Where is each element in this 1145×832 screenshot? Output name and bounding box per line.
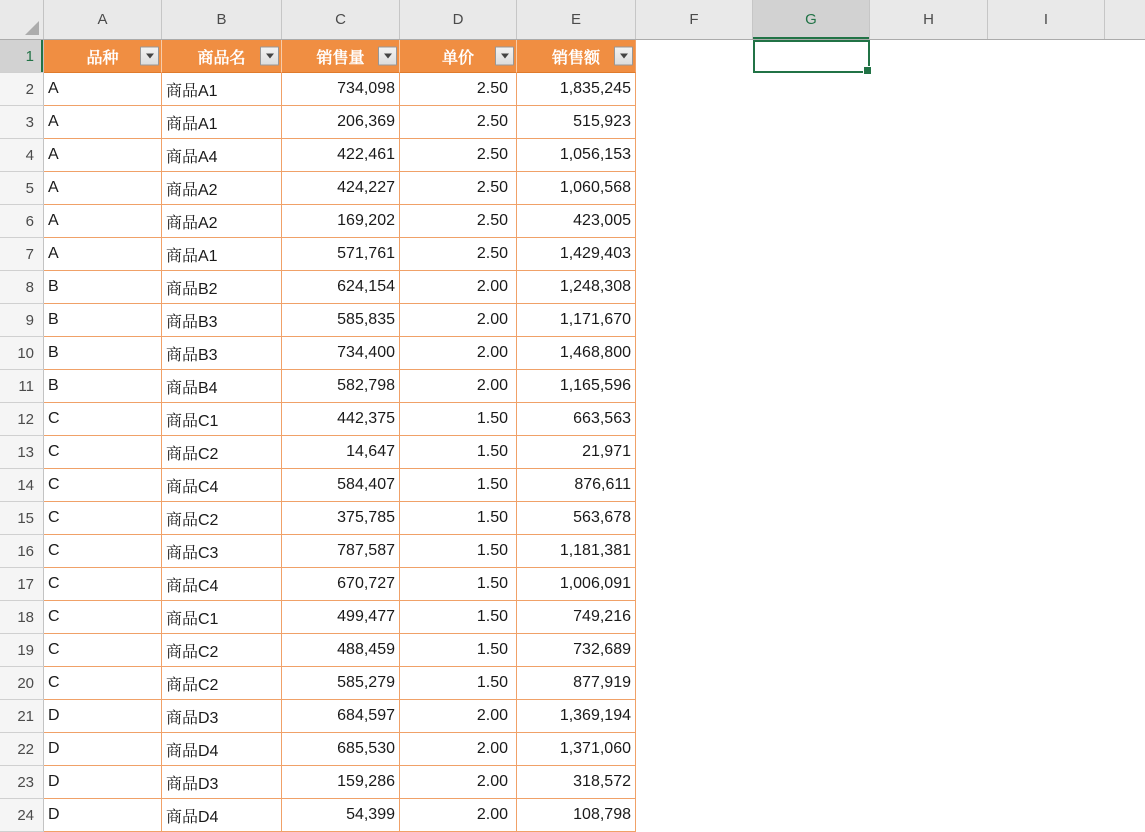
- table-row: [44, 205, 636, 238]
- row-header-9[interactable]: 9: [0, 304, 44, 337]
- cell[interactable]: 1,468,800: [517, 337, 636, 370]
- column-header-G[interactable]: G: [753, 0, 870, 39]
- cell[interactable]: 442,375: [282, 403, 400, 436]
- cell[interactable]: 563,678: [517, 502, 636, 535]
- cell[interactable]: C: [44, 568, 162, 601]
- cell[interactable]: 商品A2: [162, 172, 282, 205]
- cell[interactable]: A: [44, 73, 162, 106]
- cell[interactable]: 584,407: [282, 469, 400, 502]
- table-row: [44, 304, 636, 337]
- row-header-13[interactable]: 13: [0, 436, 44, 469]
- cell[interactable]: D: [44, 700, 162, 733]
- cell[interactable]: 商品C2: [162, 436, 282, 469]
- table-header-cell[interactable]: [162, 40, 282, 73]
- filter-arrow-icon: [620, 54, 628, 59]
- cell[interactable]: C: [44, 436, 162, 469]
- cell[interactable]: 685,530: [282, 733, 400, 766]
- cell[interactable]: 1.50: [400, 436, 517, 469]
- column-header-D[interactable]: D: [400, 0, 517, 39]
- row-header-24[interactable]: 24: [0, 799, 44, 832]
- cell[interactable]: 876,611: [517, 469, 636, 502]
- cell[interactable]: 1.50: [400, 634, 517, 667]
- cell[interactable]: 159,286: [282, 766, 400, 799]
- table-header-label: 销售额: [551, 49, 600, 67]
- row-header-11[interactable]: 11: [0, 370, 44, 403]
- column-header-C[interactable]: C: [282, 0, 400, 39]
- row-header-4[interactable]: 4: [0, 139, 44, 172]
- cell[interactable]: 1.50: [400, 535, 517, 568]
- cell[interactable]: 423,005: [517, 205, 636, 238]
- cell[interactable]: 商品C2: [162, 502, 282, 535]
- cell[interactable]: 375,785: [282, 502, 400, 535]
- cell[interactable]: 499,477: [282, 601, 400, 634]
- cell[interactable]: 商品C2: [162, 634, 282, 667]
- column-header-H[interactable]: H: [870, 0, 988, 39]
- filter-button[interactable]: [140, 47, 159, 66]
- cell[interactable]: 商品B2: [162, 271, 282, 304]
- cell[interactable]: 2.00: [400, 337, 517, 370]
- table-row: [44, 766, 636, 799]
- row-header-14[interactable]: 14: [0, 469, 44, 502]
- cell[interactable]: B: [44, 271, 162, 304]
- data-table: [44, 40, 636, 832]
- fill-handle[interactable]: [863, 66, 872, 75]
- cell[interactable]: A: [44, 238, 162, 271]
- row-headers: [0, 40, 44, 832]
- table-row: [44, 634, 636, 667]
- cell[interactable]: 商品B4: [162, 370, 282, 403]
- cell[interactable]: 2.00: [400, 271, 517, 304]
- cell[interactable]: 商品A4: [162, 139, 282, 172]
- cell[interactable]: 商品C4: [162, 568, 282, 601]
- cell[interactable]: 商品B3: [162, 337, 282, 370]
- cell[interactable]: 商品C4: [162, 469, 282, 502]
- cell[interactable]: 424,227: [282, 172, 400, 205]
- row-header-17[interactable]: 17: [0, 568, 44, 601]
- row-header-18[interactable]: 18: [0, 601, 44, 634]
- table-row: [44, 469, 636, 502]
- cell[interactable]: 1,369,194: [517, 700, 636, 733]
- row-header-7[interactable]: 7: [0, 238, 44, 271]
- table-row: [44, 238, 636, 271]
- column-header-blank: [1105, 0, 1145, 39]
- cell[interactable]: 2.00: [400, 370, 517, 403]
- cell[interactable]: 1.50: [400, 502, 517, 535]
- cell[interactable]: 商品C1: [162, 403, 282, 436]
- filter-button[interactable]: [495, 47, 514, 66]
- table-row: [44, 337, 636, 370]
- cell[interactable]: 422,461: [282, 139, 400, 172]
- table-header-cell[interactable]: [282, 40, 400, 73]
- cell[interactable]: 1,165,596: [517, 370, 636, 403]
- cell[interactable]: B: [44, 304, 162, 337]
- table-row: [44, 568, 636, 601]
- cell[interactable]: 商品D3: [162, 700, 282, 733]
- cell[interactable]: B: [44, 370, 162, 403]
- table-row: [44, 700, 636, 733]
- cell[interactable]: 169,202: [282, 205, 400, 238]
- cell[interactable]: 2.50: [400, 205, 517, 238]
- table-row: [44, 139, 636, 172]
- cell[interactable]: 2.50: [400, 172, 517, 205]
- table-header-cell[interactable]: [44, 40, 162, 73]
- cell[interactable]: 商品A1: [162, 238, 282, 271]
- cell[interactable]: 1.50: [400, 469, 517, 502]
- cell[interactable]: C: [44, 634, 162, 667]
- cell[interactable]: C: [44, 502, 162, 535]
- select-all-corner[interactable]: [0, 0, 44, 39]
- row-header-20[interactable]: 20: [0, 667, 44, 700]
- cell[interactable]: 624,154: [282, 271, 400, 304]
- cell[interactable]: 734,400: [282, 337, 400, 370]
- cell[interactable]: 商品A2: [162, 205, 282, 238]
- cell[interactable]: 1,171,670: [517, 304, 636, 337]
- filter-arrow-icon: [146, 54, 154, 59]
- cell[interactable]: A: [44, 172, 162, 205]
- column-header-E[interactable]: E: [517, 0, 636, 39]
- cell[interactable]: 663,563: [517, 403, 636, 436]
- table-row: [44, 73, 636, 106]
- cell[interactable]: D: [44, 799, 162, 832]
- column-headers: [0, 0, 1145, 40]
- row-header-21[interactable]: 21: [0, 700, 44, 733]
- cell[interactable]: 684,597: [282, 700, 400, 733]
- row-header-8[interactable]: 8: [0, 271, 44, 304]
- filter-button[interactable]: [260, 47, 279, 66]
- filter-arrow-icon: [266, 54, 274, 59]
- cell[interactable]: 54,399: [282, 799, 400, 832]
- table-header-label: 单价: [441, 49, 474, 67]
- row-header-16[interactable]: 16: [0, 535, 44, 568]
- table-header-cell[interactable]: [517, 40, 636, 73]
- cell[interactable]: 1.50: [400, 403, 517, 436]
- cell[interactable]: 582,798: [282, 370, 400, 403]
- cell[interactable]: A: [44, 205, 162, 238]
- cell[interactable]: C: [44, 667, 162, 700]
- column-header-I[interactable]: I: [988, 0, 1105, 39]
- filter-button[interactable]: [614, 47, 633, 66]
- cell[interactable]: 877,919: [517, 667, 636, 700]
- table-header-label: 商品名: [197, 49, 246, 67]
- cell[interactable]: 商品D4: [162, 799, 282, 832]
- cell[interactable]: 商品D3: [162, 766, 282, 799]
- column-header-F[interactable]: F: [636, 0, 753, 39]
- cell[interactable]: 749,216: [517, 601, 636, 634]
- cell[interactable]: 1,835,245: [517, 73, 636, 106]
- table-header-label: 品种: [86, 49, 119, 67]
- cell[interactable]: 2.50: [400, 106, 517, 139]
- column-header-A[interactable]: A: [44, 0, 162, 39]
- cell[interactable]: 1,060,568: [517, 172, 636, 205]
- table-row: [44, 370, 636, 403]
- row-header-23[interactable]: 23: [0, 766, 44, 799]
- cell[interactable]: 1,371,060: [517, 733, 636, 766]
- table-row: [44, 436, 636, 469]
- cell[interactable]: 2.50: [400, 238, 517, 271]
- active-cell-selection: [753, 40, 870, 73]
- cell[interactable]: 1,006,091: [517, 568, 636, 601]
- row-header-12[interactable]: 12: [0, 403, 44, 436]
- table-row: [44, 106, 636, 139]
- cell[interactable]: 商品C3: [162, 535, 282, 568]
- cell[interactable]: 1,248,308: [517, 271, 636, 304]
- cell[interactable]: 21,971: [517, 436, 636, 469]
- cell[interactable]: C: [44, 601, 162, 634]
- cell[interactable]: 1,429,403: [517, 238, 636, 271]
- table-row: [44, 271, 636, 304]
- cell[interactable]: B: [44, 337, 162, 370]
- table-header-row: [44, 40, 636, 73]
- cell[interactable]: 商品D4: [162, 733, 282, 766]
- row-header-10[interactable]: 10: [0, 337, 44, 370]
- cell[interactable]: 585,279: [282, 667, 400, 700]
- cell[interactable]: 商品A1: [162, 106, 282, 139]
- cell[interactable]: 108,798: [517, 799, 636, 832]
- cell[interactable]: A: [44, 139, 162, 172]
- row-header-19[interactable]: 19: [0, 634, 44, 667]
- table-row: [44, 502, 636, 535]
- cell[interactable]: 1.50: [400, 568, 517, 601]
- table-row: [44, 172, 636, 205]
- table-header-label: 销售量: [316, 49, 365, 67]
- cell[interactable]: 2.00: [400, 304, 517, 337]
- cell[interactable]: 585,835: [282, 304, 400, 337]
- cell[interactable]: 14,647: [282, 436, 400, 469]
- cell[interactable]: 2.50: [400, 73, 517, 106]
- row-header-5[interactable]: 5: [0, 172, 44, 205]
- row-header-1[interactable]: 1: [0, 40, 44, 73]
- cell[interactable]: 571,761: [282, 238, 400, 271]
- cell[interactable]: D: [44, 733, 162, 766]
- cell[interactable]: C: [44, 403, 162, 436]
- cell[interactable]: A: [44, 106, 162, 139]
- cell[interactable]: 488,459: [282, 634, 400, 667]
- cell[interactable]: 670,727: [282, 568, 400, 601]
- row-header-2[interactable]: 2: [0, 73, 44, 106]
- select-all-icon: [25, 21, 39, 35]
- table-row: [44, 535, 636, 568]
- filter-button[interactable]: [378, 47, 397, 66]
- cell[interactable]: 2.50: [400, 139, 517, 172]
- table-row: [44, 799, 636, 832]
- cell[interactable]: 318,572: [517, 766, 636, 799]
- table-header-cell[interactable]: [400, 40, 517, 73]
- cell[interactable]: C: [44, 469, 162, 502]
- cell[interactable]: 2.00: [400, 766, 517, 799]
- cell[interactable]: 734,098: [282, 73, 400, 106]
- cell[interactable]: 1,181,381: [517, 535, 636, 568]
- cell[interactable]: 732,689: [517, 634, 636, 667]
- cell[interactable]: C: [44, 535, 162, 568]
- cell[interactable]: 515,923: [517, 106, 636, 139]
- cell[interactable]: 2.00: [400, 799, 517, 832]
- cell[interactable]: 商品B3: [162, 304, 282, 337]
- filter-arrow-icon: [501, 54, 509, 59]
- row-header-22[interactable]: 22: [0, 733, 44, 766]
- row-header-3[interactable]: 3: [0, 106, 44, 139]
- cell[interactable]: 1,056,153: [517, 139, 636, 172]
- cell[interactable]: 商品C1: [162, 601, 282, 634]
- row-header-15[interactable]: 15: [0, 502, 44, 535]
- cell[interactable]: 商品C2: [162, 667, 282, 700]
- cell[interactable]: 206,369: [282, 106, 400, 139]
- cell[interactable]: 2.00: [400, 700, 517, 733]
- cell[interactable]: D: [44, 766, 162, 799]
- cell[interactable]: 1.50: [400, 667, 517, 700]
- row-header-6[interactable]: 6: [0, 205, 44, 238]
- cell[interactable]: 商品A1: [162, 73, 282, 106]
- table-row: [44, 667, 636, 700]
- column-header-B[interactable]: B: [162, 0, 282, 39]
- cell[interactable]: 2.00: [400, 733, 517, 766]
- cell[interactable]: 787,587: [282, 535, 400, 568]
- cell[interactable]: 1.50: [400, 601, 517, 634]
- table-row: [44, 403, 636, 436]
- table-row: [44, 733, 636, 766]
- filter-arrow-icon: [384, 54, 392, 59]
- table-row: [44, 601, 636, 634]
